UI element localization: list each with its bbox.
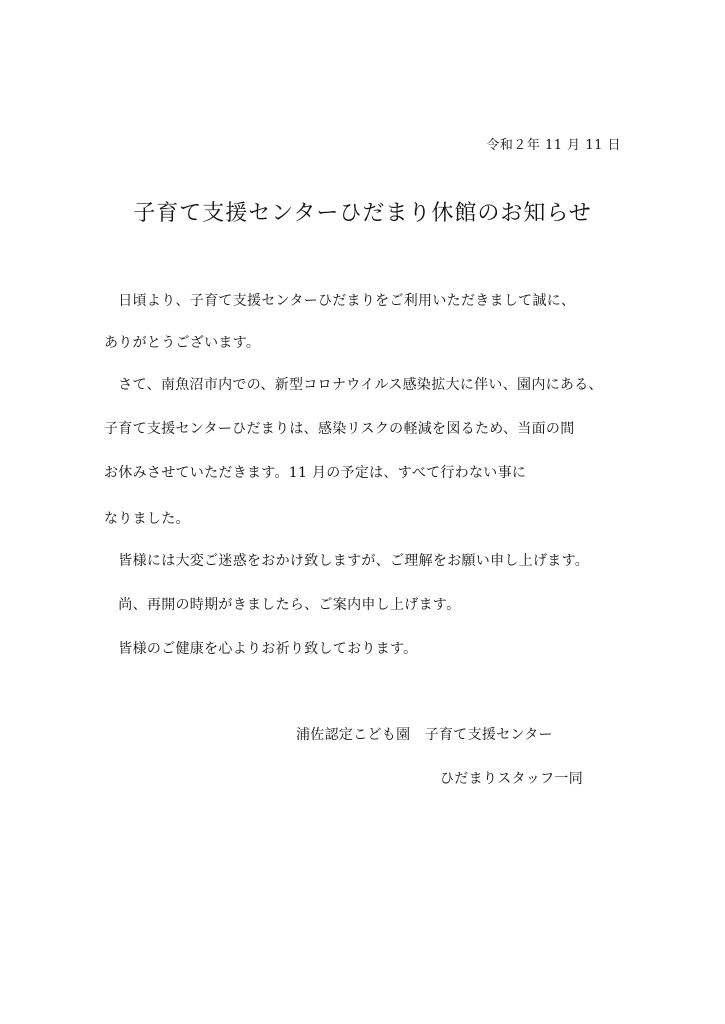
body-line: 皆様には大変ご迷惑をおかけ致しますが、ご理解をお願い申し上げます。 (104, 553, 590, 569)
signature-staff: ひだまりスタッフ一同 (440, 771, 583, 787)
notice-title: 子育て支援センターひだまり休館のお知らせ (133, 201, 592, 226)
signature-organization: 浦佐認定こども園 子育て支援センター (296, 727, 553, 743)
body-line: 尚、再開の時期がきましたら、ご案内申し上げます。 (104, 597, 461, 613)
body-line: 皆様のご健康を心よりお祈り致しております。 (104, 641, 418, 657)
body-line: 日頃より、子育て支援センターひだまりをご利用いただきまして誠に、 (104, 293, 576, 309)
notice-date: 令和２年 11 月 11 日 (486, 138, 621, 153)
body-line: ありがとうございます。 (104, 335, 261, 351)
body-line: 子育て支援センターひだまりは、感染リスクの軽減を図るため、当面の間 (104, 421, 575, 437)
body-line: さて、南魚沼市内での、新型コロナウイルス感染拡大に伴い、園内にある、 (104, 377, 603, 393)
body-line: なりました。 (104, 511, 190, 527)
body-line: お休みさせていただきます。11 月の予定は、すべて行わない事に (104, 465, 527, 481)
